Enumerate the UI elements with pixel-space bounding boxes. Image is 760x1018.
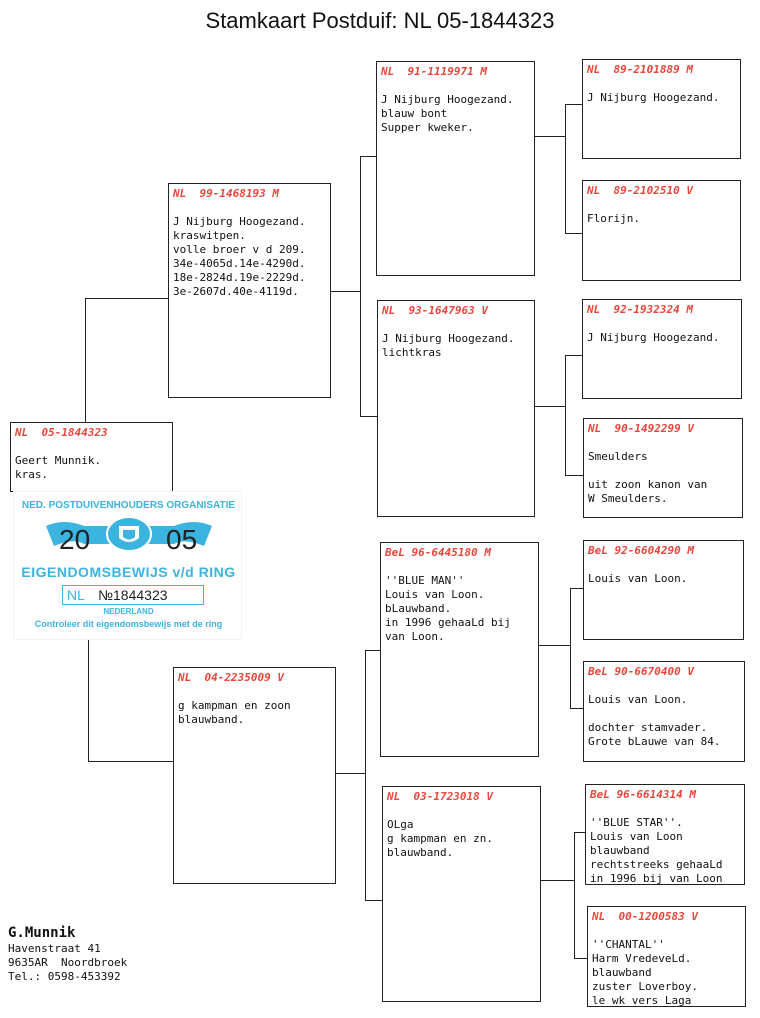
bird-notes [587,331,719,345]
owner-city: 9635AR Noordbroek [8,956,128,969]
bird-note-line: J Nijburg Hoogezand. [382,332,515,345]
connector [360,156,376,157]
ring-number-label: NL 00-1200583 V [592,910,698,923]
bird-note-line: kras. [15,468,49,481]
bird-note-line: blauw bont [381,107,448,120]
bird-note-line: Louis van Loon [590,830,683,843]
bird-note-line [588,464,707,478]
page-title: Stamkaart Postduif: NL 05-1844323 [205,8,555,33]
bird-note-line: blauwband. [387,846,454,859]
ring-number-label: BeL 96-6614314 M [590,788,696,801]
pedigree-box-mmf [585,784,745,885]
ring-number-label: NL 90-1492299 V [588,422,694,435]
ring-organisation: NED. POSTDUIVENHOUDERS ORGANISATIE [21,500,236,511]
ring-number-label: BeL 90-6670400 V [588,665,694,678]
pedigree-box-mf [380,542,539,757]
connector [565,475,583,476]
bird-note-line: J Nijburg Hoogezand. [587,331,720,344]
ring-number-label: NL 91-1119971 M [381,65,487,78]
connector [541,880,574,881]
bird-notes [178,699,291,727]
pedigree-box-fmm [583,418,743,518]
bird-note-line: blauwband [592,966,652,979]
bird-note-line: Louis van Loon. [588,572,688,585]
bird-note-line: Florijn. [587,212,640,225]
connector [565,104,566,233]
bird-note-line: 18e-2824d.19e-2229d. [173,271,306,284]
connector [331,291,360,292]
bird-note-line: Grote bLauwe van 84. [588,735,721,748]
ring-number-label: NL 05-1844323 [15,426,108,439]
bird-note-line: Louis van Loon. [385,588,485,601]
bird-note-line: bLauwband. [385,602,452,615]
ring-number-label: NL 89-2101889 M [587,63,693,76]
bird-note-line: Louis van Loon. [588,693,688,706]
bird-note-line: J Nijburg Hoogezand. [173,215,306,228]
bird-note-line: Smeulders [588,450,648,463]
bird-note-line: g kampman en zn. [387,832,493,845]
bird-notes [592,938,698,1008]
bird-note-line: ''BLUE MAN'' [385,574,465,587]
bird-note-line: blauwband. [178,713,245,726]
bird-notes [385,574,511,644]
ring-year-right: 05 [166,524,198,555]
bird-notes [381,93,513,135]
pedigree-box-mother [173,667,336,884]
bird-note-line: Supper kweker. [381,121,474,134]
connector [88,640,89,761]
bird-notes [588,693,720,749]
ring-number-label: NL 89-2102510 V [587,184,693,197]
connector [535,136,565,137]
ring-number-label: BeL 96-6445180 M [385,546,491,559]
ring-year-left: 20 [59,524,91,555]
ring-number-label: BeL 92-6604290 M [588,544,694,557]
pedigree-box-mff [583,540,744,640]
connector [565,355,566,475]
connector [336,773,365,774]
ring-number-box [62,585,204,605]
bird-note-line: OLga [387,818,414,831]
ring-number-label: NL 92-1932324 M [587,303,693,316]
connector [570,588,571,708]
ring-number-label: NL 93-1647963 V [382,304,488,317]
bird-notes [587,212,640,226]
ring-number-label: NL 99-1468193 M [173,187,279,200]
bird-note-line: J Nijburg Hoogezand. [381,93,514,106]
pedigree-box-father [168,183,331,398]
owner-address: Havenstraat 41 [8,942,101,955]
bird-note-line: ''BLUE STAR''. [590,816,683,829]
bird-note-line: le wk vers Laga [592,994,692,1007]
bird-notes [588,572,687,586]
ring-country: NL [67,587,85,603]
ring-ownership-card [13,491,242,640]
connector [365,900,382,901]
bird-notes [382,332,514,360]
ring-number-label: NL 03-1723018 V [387,790,493,803]
bird-note-line: volle broer v d 209. [173,243,306,256]
connector [570,708,583,709]
bird-notes [588,450,707,506]
bird-note-line: J Nijburg Hoogezand. [587,91,720,104]
owner-name: G.Munnik [8,925,76,941]
ring-number-label: NL 04-2235009 V [178,671,284,684]
pedigree-box-mmm [587,906,746,1007]
owner-phone: Tel.: 0598-453392 [8,970,121,983]
ring-country-name: NEDERLAND [103,607,154,616]
pedigree-box-ffm [582,180,741,281]
bird-note-line: kraswitpen. [173,229,246,242]
connector [360,156,361,416]
bird-note-line: ''CHANTAL'' [592,938,665,951]
connector [574,832,585,833]
bird-note-line: 3e-2607d.40e-4119d. [173,285,299,298]
bird-note-line: W Smeulders. [588,492,668,505]
bird-note-line: van Loon. [385,630,445,643]
ring-card-title: EIGENDOMSBEWIJS v/d RING [21,564,236,580]
bird-notes [387,818,493,860]
bird-note-line: zuster Loverboy. [592,980,698,993]
bird-note-line: Harm VredeveLd. [592,952,692,965]
connector [574,832,575,958]
owner-block [8,926,127,984]
bird-note-line: g kampman en zoon [178,699,291,712]
bird-note-line: uit zoon kanon van [588,478,708,491]
bird-notes [15,454,101,482]
connector [365,650,366,900]
connector [360,416,377,417]
ring-card-note: Controleer dit eigendomsbewijs met de ring [34,619,223,629]
connector [85,298,86,422]
connector [365,650,380,651]
bird-note-line: rechtstreeks gehaaLd [590,858,723,871]
pedigree-box-subject [10,422,173,492]
pedigree-box-fmf [582,299,742,399]
bird-notes [587,91,719,105]
bird-note-line: dochter stamvader. [588,721,708,734]
pedigree-box-ff [376,61,535,276]
bird-note-line: in 1996 bij van Loon [590,872,723,885]
bird-notes [590,816,722,886]
ring-number: №1844323 [98,587,168,603]
bird-notes [173,215,305,299]
connector [565,233,582,234]
connector [565,355,582,356]
connector [539,645,570,646]
connector [570,588,583,589]
bird-note-line: lichtkras [382,346,442,359]
pedigree-box-mm [382,786,541,1002]
bird-note-line: 34e-4065d.14e-4290d. [173,257,306,270]
pedigree-box-fff [582,59,741,159]
bird-note-line [588,707,720,721]
connector [535,406,565,407]
bird-note-line: blauwband [590,844,650,857]
pedigree-box-mfm [583,661,745,762]
connector [574,958,587,959]
connector [565,104,582,105]
connector [88,761,174,762]
pedigree-box-fm [377,300,535,517]
connector [85,298,172,299]
bird-note-line: in 1996 gehaaLd bij [385,616,511,629]
bird-note-line: Geert Munnik. [15,454,102,467]
